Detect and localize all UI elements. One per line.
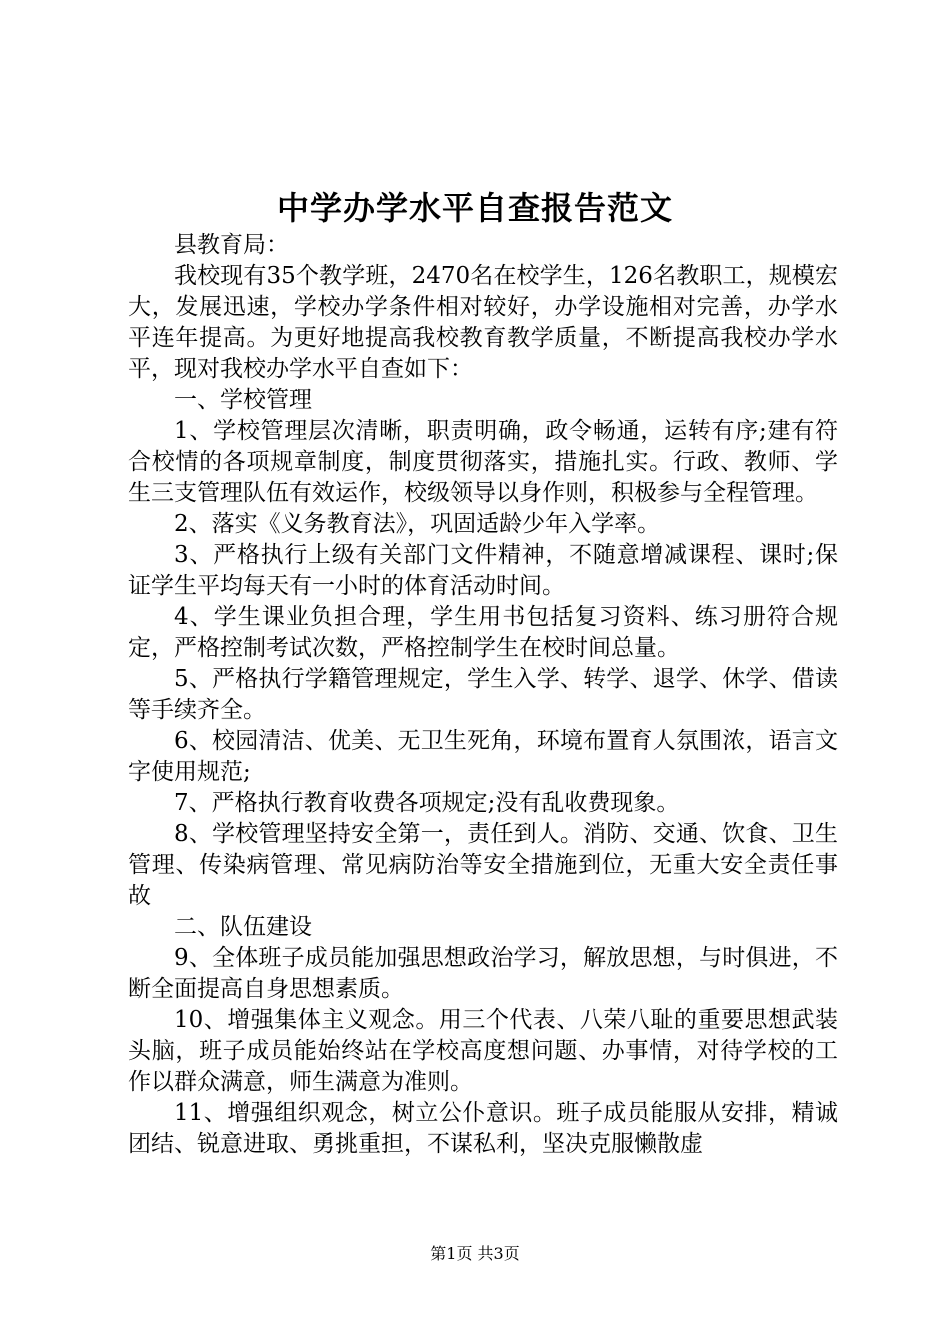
document-title: 中学办学水平自查报告范文: [276, 189, 673, 227]
paragraph-item: 11、增强组织观念，树立公仆意识。班子成员能服从安排，精诚团结、锐意进取、勇挑重担，不谋私利，坚决克服懒散虚: [128, 1100, 838, 1157]
paragraph-item: 6、校园清洁、优美、无卫生死角，环境布置育人氛围浓，语言文字使用规范;: [128, 728, 838, 785]
section-heading: 一、学校管理: [174, 387, 312, 413]
paragraph-item: 5、严格执行学籍管理规定，学生入学、转学、退学、休学、借读等手续齐全。: [128, 666, 838, 723]
paragraph-item: 4、学生课业负担合理，学生用书包括复习资料、练习册符合规定，严格控制考试次数，严格控制学生在校时间总量。: [128, 604, 838, 661]
paragraph-item: 8、学校管理坚持安全第一，责任到人。消防、交通、饮食、卫生管理、传染病管理、常见病防治等安全措施到位，无重大安全责任事故: [128, 821, 838, 909]
paragraph-item: 7、严格执行教育收费各项规定;没有乱收费现象。: [174, 790, 680, 816]
document-body: [128, 230, 838, 1160]
paragraph-item: 3、严格执行上级有关部门文件精神，不随意增减课程、课时;保证学生平均每天有一小时的体育活动时间。: [128, 542, 838, 599]
paragraph-item: 1、学校管理层次清晰，职责明确，政令畅通，运转有序;建有符合校情的各项规章制度，制度贯彻落实，措施扎实。行政、教师、学生三支管理队伍有效运作，校级领导以身作则，积极参与全程管理。: [128, 418, 838, 506]
paragraph-salutation: 县教育局：: [174, 232, 289, 258]
page-number-footer: 第1页 共3页: [430, 1244, 520, 1263]
section-heading: 二、队伍建设: [174, 914, 312, 940]
paragraph-intro: 我校现有35个教学班，2470名在校学生，126名教职工，规模宏大，发展迅速，学校办学条件相对较好，办学设施相对完善，办学水平连年提高。为更好地提高我校教育教学质量，不断提高我校办学水平，现对我校办学水平自查如下：: [128, 263, 838, 382]
paragraph-item: 2、落实《义务教育法》，巩固适龄少年入学率。: [174, 511, 661, 537]
paragraph-item: 10、增强集体主义观念。用三个代表、八荣八耻的重要思想武装头脑，班子成员能始终站在学校高度想问题、办事情，对待学校的工作以群众满意，师生满意为准则。: [128, 1007, 838, 1095]
paragraph-item: 9、全体班子成员能加强思想政治学习，解放思想，与时俱进，不断全面提高自身思想素质。: [128, 945, 838, 1002]
